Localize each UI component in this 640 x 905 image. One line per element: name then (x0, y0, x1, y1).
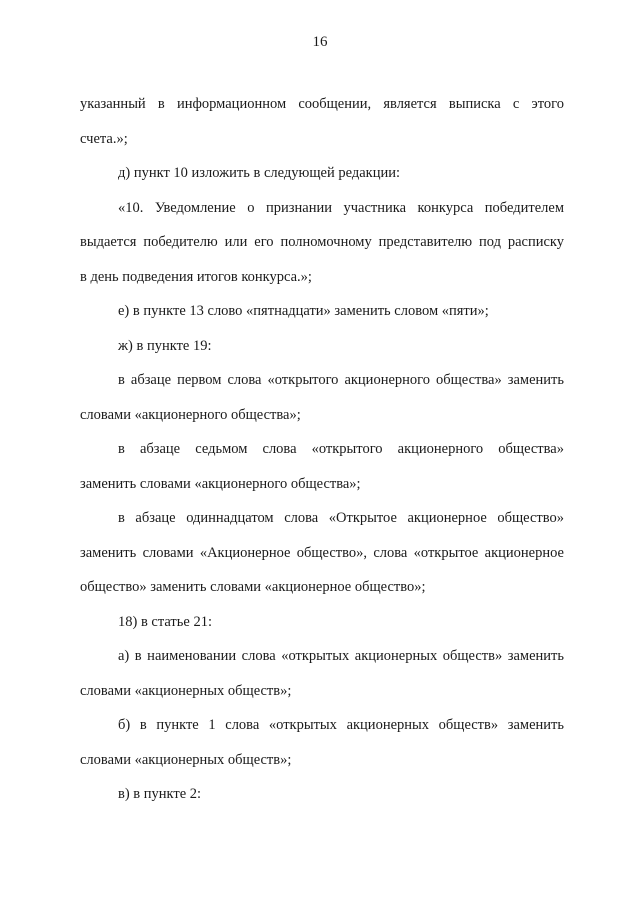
paragraph (80, 87, 564, 156)
paragraph (80, 639, 564, 708)
paragraph (80, 432, 564, 501)
text-line: в абзаце первом слова «открытого акционерного общества» заменить (118, 372, 564, 388)
text-line: а) в наименовании слова «открытых акционерных обществ» заменить (118, 648, 564, 664)
text-line: в абзаце седьмом слова «открытого акционерного общества» (118, 441, 564, 457)
paragraph (80, 329, 564, 364)
text-line: заменить словами «акционерного общества»; (80, 475, 361, 492)
text-line: б) в пункте 1 слова «открытых акционерных обществ» заменить (118, 717, 564, 733)
paragraph (80, 605, 564, 640)
paragraph (80, 777, 564, 812)
text-line: ж) в пункте 19: (118, 337, 212, 354)
text-line: д) пункт 10 изложить в следующей редакции: (118, 165, 400, 181)
text-line: в) в пункте 2: (118, 786, 202, 802)
text-line: 18) в статье 21: (118, 613, 212, 630)
paragraph (80, 294, 564, 329)
text-line: «10. Уведомление о признании участника конкурса победителем (118, 199, 564, 216)
paragraph (80, 191, 564, 295)
page-number: 16 (312, 34, 328, 50)
text-line: счета.»; (80, 130, 128, 147)
paragraph (80, 156, 564, 191)
document-body (80, 87, 564, 812)
text-line: заменить словами «Акционерное общество», слова «открытое акционерное (80, 544, 564, 561)
text-line: общество» заменить словами «акционерное общество»; (80, 579, 426, 595)
text-line: словами «акционерных обществ»; (80, 751, 292, 768)
paragraph (80, 363, 564, 432)
text-line: в день подведения итогов конкурса.»; (80, 268, 312, 285)
text-line: е) в пункте 13 слово «пятнадцати» заменить словом «пяти»; (118, 303, 489, 319)
text-line: выдается победителю или его полномочному представителю под расписку (80, 234, 564, 250)
text-line: словами «акционерного общества»; (80, 406, 301, 423)
text-line: в абзаце одиннадцатом слова «Открытое акционерное общество» (118, 510, 564, 526)
paragraph (80, 708, 564, 777)
paragraph (80, 501, 564, 605)
text-line: словами «акционерных обществ»; (80, 682, 292, 699)
text-line: указанный в информационном сообщении, является выписка с этого (80, 96, 564, 112)
